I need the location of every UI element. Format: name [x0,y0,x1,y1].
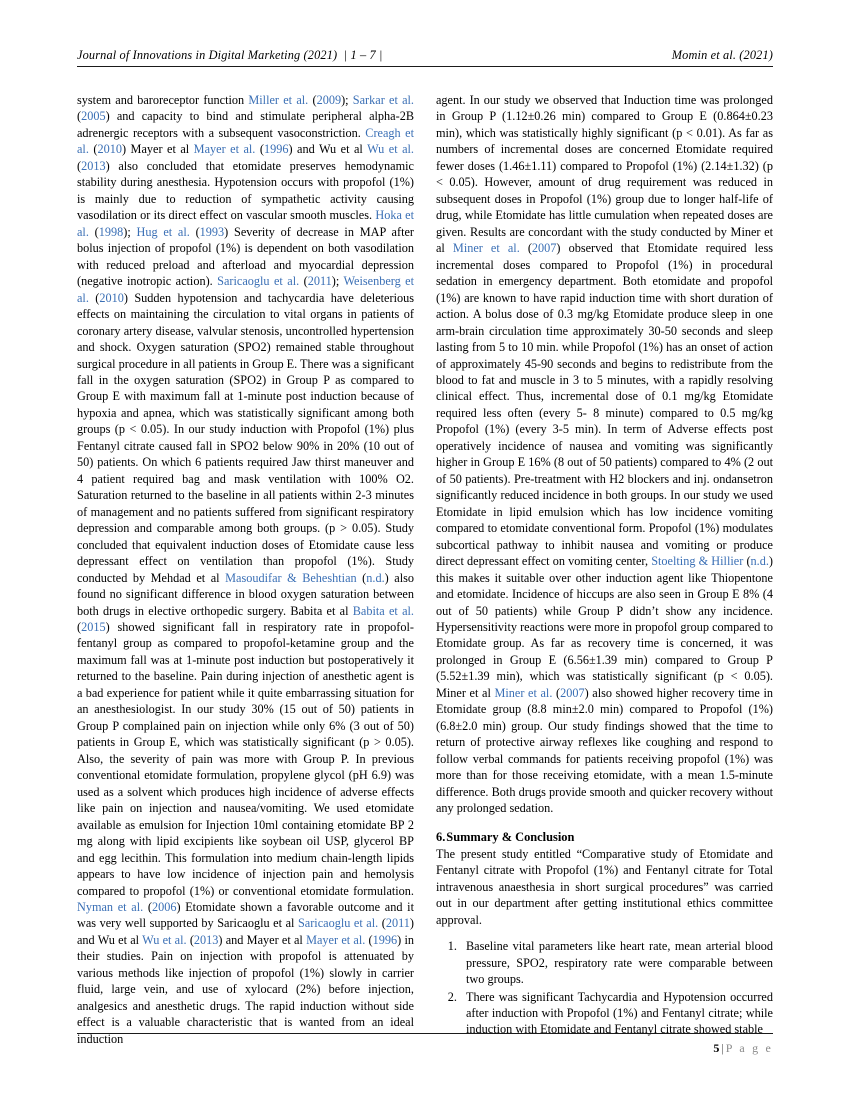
citation-link[interactable]: Weisenberg et al. [77,274,415,305]
footer-separator: | [721,1041,724,1055]
body-columns [77,92,773,1046]
right-column [436,92,773,1037]
citation-link[interactable]: Saricaoglu et al. [297,916,379,931]
right-column-paragraph: agent. In our study we observed that Induction time was prolonged in Group P (1.12±0.26 min) compared to Group E (0.864±0.23 min), which was statistically highly significant (p < 0.01). As far as numbers of incremental doses are concerned Etomidate required fewer doses (1.46±1.11) compared to Propofol (1%) (2.14±1.32) (p < 0.05). However, amount of drug requirement was reduced in subsequent doses in Propofol (1%) group due to longer half-life of drug, while Etomidate has little cumulation when repeated doses are given. Results are concordant with the study conducted by Miner et al Miner et al. (2007) observed that Etomidate required less incremental doses compared to Propofol (1%) in procedural sedation in emergency department. Both etomidate and propofol (1%) are known to have rapid induction time with short duration of action. A bolus dose of 0.3 mg/kg Etomidate produce sleep in one arm-brain circulation time approximately 30-50 seconds and sleep lasting from 5 to 10 min. while Propofol (1%) has an onset of action of approximately 45-90 seconds and begins to redistribute from the blood to fat and muscle in 3 to 5 minutes, with a rapidly resolving clinical effect. Thus, incremental dose of 0.1 mg/kg Etomidate required less often (every 5- 8 minute) compared to 0.5 mg/kg Propofol (1%) (every 3-5 min). In term of Adverse effects post operatively incidence of nausea and vomiting was significantly higher in Group E 16% (8 out of 50 patients) compared to 4% (2 out of 50 patients). Pre-treatment with H2 blockers and inj. ondansetron significantly reduced incidence in both groups. In our study we used Etomidate in lipid emulsion which has low incidence vomiting compared to etomidate conventional form. Propofol (1%) modulates subcortical pathway to inhibit nausea and vomiting or produce direct depressant effect on vomiting center, Stoelting & Hillier (n.d.) this makes it suitable over other induction agent like Thiopentone and etomidate. Incidence of hiccups are also seen in Group E 8% (4 out of 50 patients) while Group P didn’t show any incidence. Hypersensitivity reactions were more in propofol group compared to Etomidate group. As far as recovery time is concerned, it was prolonged in Group E (6.56±1.39 min) compared to Group P (5.52±1.39 min), which was statistically significant (p < 0.05). Miner et al Miner et al. (2007) also showed higher recovery time in Etomidate group (8.8 min±2.0 min) compared to Propofol (1%) (6.8±2.0 min) group. Our study findings showed that the time to return of protective airway reflexes like coughing and respond to follow verbal commands for patients receiving propofol (1%) was more than for those receiving etomidate, with a mean 1.5-minute difference. Both drugs provide smooth and quicker recovery without any prolonged sedation. [436,93,773,816]
citation-link[interactable]: 1996 [372,932,398,947]
citation-link[interactable]: Miller et al. [248,93,309,107]
citation-link[interactable]: n.d. [750,554,769,569]
citation-link[interactable]: 2013 [81,158,106,173]
running-author: Momin et al. (2021) [671,48,773,62]
citation-link[interactable]: 2015 [81,620,106,634]
citation-link[interactable]: Wu et al. [142,932,187,947]
citation-link[interactable]: Mayer et al. [193,142,256,157]
section-heading-summary-conclusion [436,829,773,845]
citation-link[interactable]: Hug et al. [136,224,190,239]
citation-link[interactable]: Miner et al. [452,241,520,256]
citation-link[interactable]: Stoelting & Hillier [651,554,744,569]
citation-link[interactable]: Wu et al. [367,142,414,157]
page-footer [77,1033,773,1056]
citation-link[interactable]: Mayer et al. [306,932,366,947]
citation-link[interactable]: Babita et al. [352,603,414,618]
citation-link[interactable]: Sarkar et al. [352,93,414,107]
citation-link[interactable]: 2009 [316,93,342,107]
citation-link[interactable]: 2010 [97,142,122,157]
conclusion-intro-paragraph: The present study entitled “Comparative study of Etomidate and Fentanyl citrate with Propofol (1%) and Fentanyl citrate for Total intravenous anaesthesia in short surgical procedures” was carried out in our department after getting institutional ethics committee approval. [436,846,773,927]
citation-link[interactable]: Hoka et al. [77,208,414,239]
citation-link[interactable]: 2006 [151,899,177,914]
citation-link[interactable]: 2011 [307,274,332,289]
section-title: Summary & Conclusion [446,829,575,844]
citation-link[interactable]: n.d. [366,570,385,585]
citation-link[interactable]: 1998 [98,224,124,239]
citation-link[interactable]: 2007 [560,685,585,700]
footer-page-label: P a g e [725,1041,773,1055]
footer-page-number: 5 [713,1041,720,1055]
conclusion-list [436,938,773,1038]
citation-link[interactable]: 2010 [99,290,124,305]
running-header [77,48,773,67]
citation-link[interactable]: 2005 [81,109,106,124]
citation-link[interactable]: Saricaoglu et al. [217,274,300,289]
citation-link[interactable]: 2011 [385,916,410,931]
citation-link[interactable]: Nyman et al. [77,899,144,914]
journal-title: Journal of Innovations in Digital Marketing (2021) | 1 – 7 | [77,48,383,62]
conclusion-list-item: 1. Baseline vital parameters like heart rate, mean arterial blood pressure, SPO2, respiratory rate were comparable between two groups. [460,938,773,987]
citation-link[interactable]: 1993 [199,224,225,239]
left-column [77,92,415,1046]
citation-link[interactable]: Miner et al. [494,685,553,700]
citation-link[interactable]: 1996 [263,142,289,157]
citation-link[interactable]: Creagh et al. [77,125,415,157]
section-number: 6. [436,829,446,844]
citation-link[interactable]: 2013 [193,932,219,947]
citation-link[interactable]: 2007 [531,241,557,256]
conclusion-list-item: 2. There was significant Tachycardia and Hypotension occurred after induction with Propofol (1%) and Fentanyl citrate; while induction with Etomidate and Fentanyl citrate showed stable [460,989,773,1038]
citation-link[interactable]: Masoudifar & Beheshtian [225,570,357,585]
left-column-paragraph: system and baroreceptor function Miller et al. (2009); Sarkar et al. (2005) and capacity to bind and stimulate peripheral alpha-2B adrenergic receptors with a subsequent vasoconstriction. Creagh et al. (2010) Mayer et al Mayer et al. (1996) and Wu et al Wu et al. (2013) also concluded that etomidate preserves hemodynamic stability during anesthesia. Hypotension occurs with propofol (1%) is mainly due to reduction of sympathetic activity causing vasodilation or its direct effect on vascular smooth muscles. Hoka et al. (1998); Hug et al. (1993) Severity of decrease in MAP after bolus injection of propofol (1%) is dependent on both vasodilation with reduced preload and afterload and myocardial depression (negative inotropic action). Saricaoglu et al. (2011); Weisenberg et al. (2010) Sudden hypotension and tachycardia have deleterious effects on maintaining the circulation to vital organs in patients of coronary artery disease, valvular stenosis, uncontrolled hypertension and shock. Oxygen saturation (SPO2) remained stable throughout surgical procedure in all patients in Group E. There was a significant fall in the oxygen saturation (SPO2) in Group P as compared to Group E with maximum fall at 1-minute post induction because of hypoxia and apnea, which was statistically significant among both groups (p < 0.05). In our study induction with Propofol (1%) plus Fentanyl citrate caused fall in SPO2 below 90% in 20% (10 out of 50) patients. On which 6 patients required Jaw thirst maneuver and 4 patient required bag and mask ventilation with 100% O2. Saturation returned to the baseline in all patients within 2-3 minutes of management and no patients suffered from significant respiratory depression and comparable among both groups. (p > 0.05). Study concluded that equivalent induction doses of Etomidate cause less depressant effect on ventilation than propofol (1%). Study conducted by Mehdad et al Masoudifar & Beheshtian (n.d.) also found no significant difference in blood oxygen saturation between both drugs in elective orthopedic surgery. Babita et al Babita et al. (2015) showed significant fall in respiratory rate in propofol-fentanyl group as compared to propofol-ketamine group and the maximum fall was at 1-minute post induction but postoperatively it returned to the baseline. Pain during injection of anesthetic agent is a bad experience for patient while it quite embarrassing situation for an anesthesiologist. In our study 30% (15 out of 50) patients in Group P complained pain on injection while only 6% (3 out of 50) patients in Group E, which was statistically significant (p > 0.05). Also, the severity of pain was more with Group P. In previous conventional etomidate formulation, propylene glycol (pH 6.9) was used as a solvent which produces high incidence of adverse effects like pain on injection and nausea/vomiting. We used etomidate available as emulsion for Injection 10ml containing etomidate BP 2 mg along with lipid excipients like soybean oil USP, glycerol BP and egg lecithin. This formulation into medium chain-length lipids appears to have low incidence of injection pain and hemolysis compared to propofol (1%) or conventional etomidate formulation. Nyman et al. (2006) Etomidate shown a favorable outcome and it was very well supported by Saricaoglu et al Saricaoglu et al. (2011) and Wu et al Wu et al. (2013) and Mayer et al Mayer et al. (1996) in their studies. Pain on injection with propofol is attenuated by various methods like injection of propofol (1%) slowly in carrier fluid, large vein, and use of xylocard (2%) before injection, analgesics and anesthetic drugs. The rapid induction without side effect is a valuable characteristic that is wanted from an ideal induction [77,93,415,1046]
